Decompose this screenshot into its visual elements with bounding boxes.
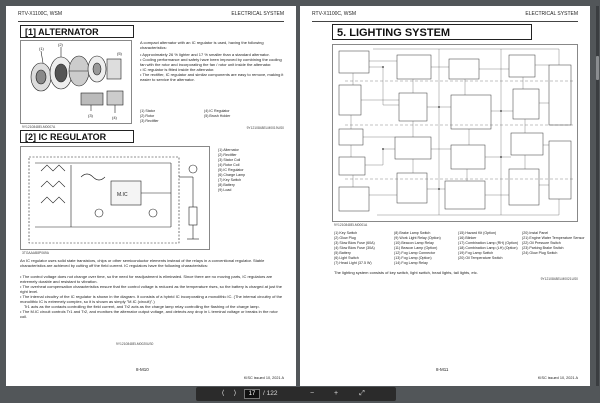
legend-item: (12) Fog Lamp Connector: [394, 251, 436, 255]
section-title-alternator: [1] ALTERNATOR: [20, 25, 134, 38]
legend-item: (3) Slow Blow Fuse (60A): [334, 241, 375, 245]
legend-item: (9) Load: [218, 188, 232, 192]
legend-item: (5) Brush Holder: [204, 114, 231, 118]
scrollbar-thumb[interactable]: [596, 56, 599, 80]
fit-page-button[interactable]: ⤢: [359, 390, 365, 397]
legend-item: (17) Combination Lamp (RH) (Option): [458, 241, 519, 245]
legend-item: (1) Alternator: [218, 148, 239, 152]
alternator-exploded-figure: [20, 40, 132, 124]
lighting-legend-col2: [394, 231, 456, 266]
legend-item: (6) Light Switch: [334, 256, 359, 260]
legend-item: (2) Rectifier: [218, 153, 237, 157]
alternator-bullet: • The rectifier, IC regulator and similar components are easy to remove, making it easier to service the alternator.: [140, 72, 284, 82]
ic-bullet: • The control voltage does not change over time, so the need for readjustment is eliminated. Since there are no moving parts, IC regulators are extremely durable and resistant to vibration.: [20, 274, 273, 284]
alternator-bullets: [140, 52, 284, 82]
alternator-drawing: [21, 41, 133, 125]
mic-label: M.IC: [117, 192, 128, 198]
legend-item: (4) Rotor Coil: [218, 163, 240, 167]
header-model: RTV-X1100C, WSM: [312, 11, 356, 17]
legend-item: (15) Hazard Kit (Option): [458, 231, 497, 235]
legend-item: (9) Work Light Relay (Option): [394, 236, 441, 240]
ic-regulator-body: An IC regulator uses solid state transistors, chips or other semiconductor elements instead of the relays in a conventional regulator. Stable characteristics are achieved by cutting off the field current. IC regulators have the following characteristics:: [20, 258, 265, 268]
svg-text:(1): (1): [39, 46, 44, 51]
ic-bullet: Tr1 acts as the contacts controlling the field current, and Tr2 acts as the charge lamp relay controlling the flashing of the charge lamp.: [24, 304, 260, 309]
legend-item: (3) Rectifier: [140, 119, 159, 123]
figure-code-alternator: 9Y1210848ELM0007A: [22, 125, 56, 129]
header-model: RTV-X1100C, WSM: [18, 11, 62, 17]
right-page: [300, 6, 590, 386]
footer-info-right: KISC issued 10, 2021 A: [537, 376, 578, 380]
svg-text:(5): (5): [117, 51, 122, 56]
figure-code-lighting: 9Y1210848ELM0001A: [334, 223, 368, 227]
text-code-ic-regulator: 9Y1210848ELM0020US0: [116, 342, 154, 346]
next-page-button[interactable]: ⟩: [233, 390, 237, 397]
legend-item: (1) Key Switch: [334, 231, 358, 235]
alternator-intro: A compact alternator with an IC regulator is used, having the following characteristics:: [140, 40, 264, 50]
svg-text:(2): (2): [58, 42, 63, 47]
svg-text:(4): (4): [112, 115, 117, 120]
previous-page-button[interactable]: ⟨: [221, 390, 225, 397]
header-chapter: ELECTRICAL SYSTEM: [525, 11, 578, 17]
legend-item: (3) Stator Coil: [218, 158, 241, 162]
lighting-wiring-diagram: [332, 44, 578, 222]
legend-item: (11) Beacon Lamp (Option): [394, 246, 438, 250]
header-divider: [18, 21, 284, 22]
legend-item: (4) IC Regulator: [204, 109, 230, 113]
legend-item: (8) Brake Lamp Switch: [394, 231, 431, 235]
ic-regulator-circuit-figure: [20, 146, 210, 250]
legend-item: (24) Glow Plug Switch: [522, 251, 558, 255]
zoom-out-button[interactable]: −: [309, 390, 315, 397]
alternator-bullet: • IC regulator is fitted inside the alternator.: [140, 67, 215, 72]
lighting-legend-col3: [458, 231, 520, 261]
header-chapter: ELECTRICAL SYSTEM: [231, 11, 284, 17]
header-divider: [312, 21, 578, 22]
legend-item: (6) Charge Lamp: [218, 173, 246, 177]
legend-item: (2) Glow Plug: [334, 236, 356, 240]
right-page-header: [312, 11, 578, 21]
legend-item: (16) Blinker: [458, 236, 477, 240]
text-code-lighting: 9Y1210848ELM0021US0: [540, 277, 578, 281]
legend-item: (22) Oil Pressure Switch: [522, 241, 561, 245]
alternator-bullet: • Cooling performance and safety have been improved by combining the cooling fan with the rotor and incorporating the fan / rotor unit inside the alternator.: [140, 57, 282, 67]
wiring-drawing: [333, 45, 579, 223]
legend-item: (20) Instal Panel: [522, 231, 549, 235]
alternator-bullet: • Approximately 26 % lighter and 17 % smaller than a standard alternator.: [140, 52, 270, 57]
legend-item: (5) IC Regulator: [218, 168, 244, 172]
legend-item: (7) Head Light (37.5 W): [334, 261, 372, 265]
pdf-toolbar: [196, 387, 396, 401]
legend-item: (23) Parking Brake Switch: [522, 246, 564, 250]
zoom-in-button[interactable]: +: [333, 390, 339, 397]
ic-bullet: • The M.IC circuit controls Tr1 and Tr2, and monitors the alternator output voltage, and detects any drop in L terminal voltage or breaks in the rotor coil.: [20, 309, 278, 319]
legend-item: (10) Beacon Lamp Relay: [394, 241, 434, 245]
figure-code-ic-regulator: 3TGAAAB8P069A: [22, 251, 49, 255]
scrollbar[interactable]: [596, 6, 599, 386]
legend-item: (19) Fog Lamp Switch: [458, 251, 494, 255]
text-code-alternator: 9Y1210848ELM0019US0: [246, 126, 284, 130]
ic-bullet: • The internal circuitry of the IC regulator is shown in the diagram. It consists of a hybrid IC incorporating a monolithic IC. (The internal circuitry of the monolithic IC is extremely complex, so it is shown as simply "M.IC (circuit)".): [20, 294, 283, 304]
legend-item: (13) Fog Lamp (Option): [394, 256, 432, 260]
ic-regulator-circuit-drawing: [21, 147, 211, 251]
total-pages: / 122: [263, 390, 278, 397]
svg-text:(3): (3): [88, 113, 93, 118]
legend-item: (4) Slow Blow Fuse (30A): [334, 246, 375, 250]
lighting-summary: The lighting system consists of key switch, light switch, head lights, tail lights, etc.: [334, 270, 478, 275]
legend-item: (7) Key Switch: [218, 178, 242, 182]
legend-item: (18) Combination Lamp (LH) (Option): [458, 246, 518, 250]
legend-item: (1) Stator: [140, 109, 155, 113]
left-page: [6, 6, 296, 386]
page-number-left: 8-M10: [136, 367, 149, 372]
legend-item: (20) Oil Temperature Switch: [458, 256, 503, 260]
legend-item: (14) Fog Lamp Relay: [394, 261, 428, 265]
legend-item: (5) Battery: [334, 251, 351, 255]
ic-bullet: • The overheat compensation characteristics ensure that the control voltage is reduced as the temperature rises, so the battery is charged at just the right level.: [20, 284, 282, 294]
ic-regulator-legend: [218, 148, 288, 193]
left-page-header: [18, 11, 284, 21]
lighting-legend-col4: [522, 231, 584, 256]
legend-item: (8) Battery: [218, 183, 235, 187]
ic-regulator-bullets: [20, 274, 284, 319]
page-number-right: 8-M11: [436, 367, 449, 372]
legend-item: (2) Rotor: [140, 114, 155, 118]
section-title-lighting-system: 5. LIGHTING SYSTEM: [332, 24, 532, 40]
lighting-legend-col1: [334, 231, 392, 266]
legend-item: (21) Engine Water Temperature Sensor: [522, 236, 585, 240]
footer-info-left: KISC issued 10, 2021 A: [243, 376, 284, 380]
section-title-ic-regulator: [2] IC REGULATOR: [20, 130, 134, 143]
page-number-input[interactable]: 17: [244, 389, 260, 399]
